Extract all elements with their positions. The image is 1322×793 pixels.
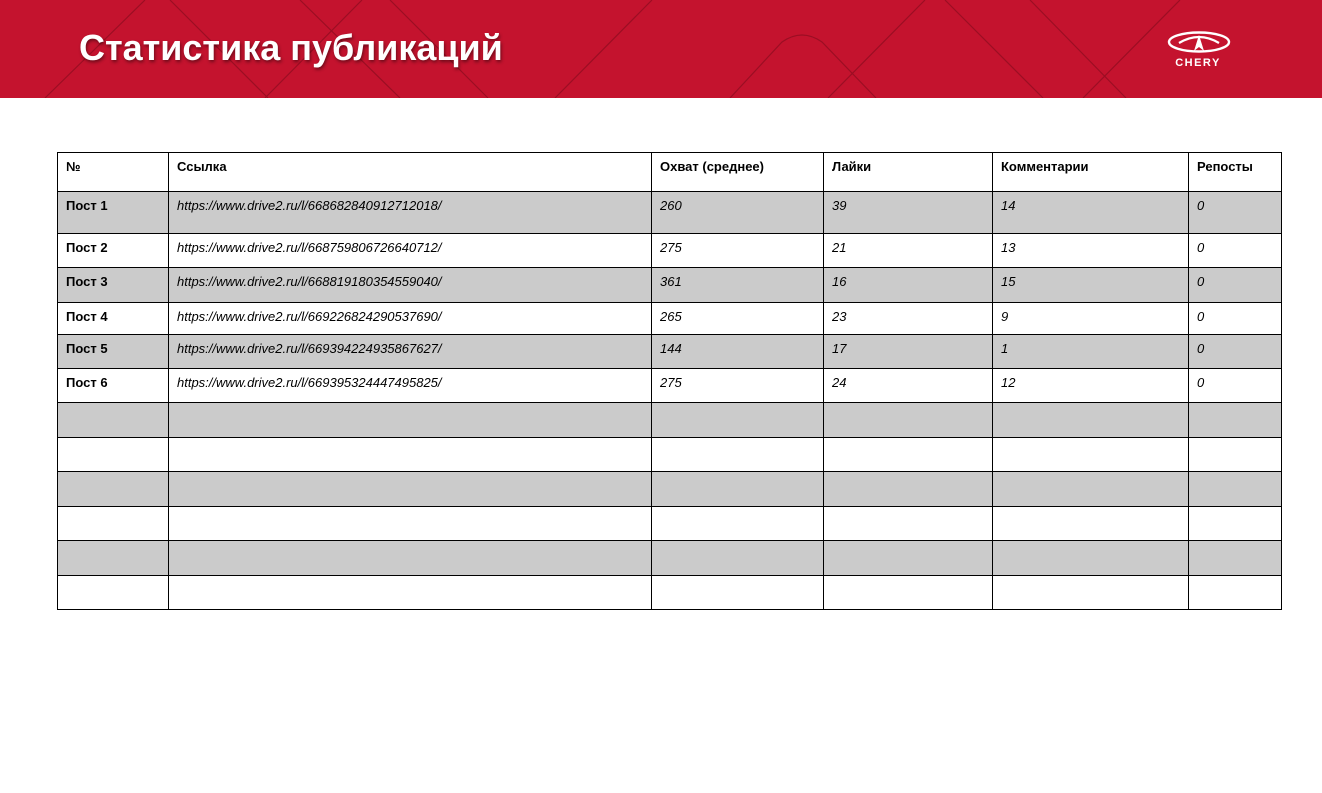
chery-logo-icon (1167, 30, 1231, 54)
post-likes: 24 (824, 369, 993, 403)
table-row (58, 192, 1282, 234)
post-link[interactable]: https://www.drive2.ru/l/668759806726640712/ (169, 234, 652, 268)
post-reposts: 0 (1189, 335, 1282, 369)
post-reach: 361 (652, 268, 824, 303)
table-row-empty (58, 472, 1282, 507)
empty-cell (1189, 472, 1282, 507)
post-name: Пост 5 (58, 335, 169, 369)
post-reach: 265 (652, 303, 824, 335)
empty-cell (169, 472, 652, 507)
post-comments: 15 (993, 268, 1189, 303)
post-reach: 260 (652, 192, 824, 234)
post-link[interactable]: https://www.drive2.ru/l/669395324447495825/ (169, 369, 652, 403)
empty-cell (993, 576, 1189, 610)
empty-cell (824, 403, 993, 438)
empty-cell (169, 438, 652, 472)
empty-cell (58, 438, 169, 472)
table-row (58, 234, 1282, 268)
post-reach: 275 (652, 234, 824, 268)
post-name: Пост 4 (58, 303, 169, 335)
table-header-row (58, 153, 1282, 192)
post-likes: 39 (824, 192, 993, 234)
post-comments: 14 (993, 192, 1189, 234)
empty-cell (824, 576, 993, 610)
empty-cell (169, 576, 652, 610)
post-link[interactable]: https://www.drive2.ru/l/668819180354559040/ (169, 268, 652, 303)
empty-cell (652, 403, 824, 438)
column-header-number: № (58, 153, 169, 192)
empty-cell (652, 541, 824, 576)
empty-cell (652, 507, 824, 541)
empty-cell (58, 507, 169, 541)
column-header-comments: Комментарии (993, 153, 1189, 192)
column-header-reposts: Репосты (1189, 153, 1282, 192)
post-reposts: 0 (1189, 303, 1282, 335)
brand-logo (1163, 30, 1235, 72)
table-row (58, 303, 1282, 335)
empty-cell (824, 541, 993, 576)
post-comments: 13 (993, 234, 1189, 268)
empty-cell (993, 438, 1189, 472)
post-comments: 12 (993, 369, 1189, 403)
empty-cell (824, 438, 993, 472)
post-likes: 17 (824, 335, 993, 369)
post-comments: 1 (993, 335, 1189, 369)
empty-cell (169, 541, 652, 576)
table-row-empty (58, 403, 1282, 438)
empty-cell (652, 438, 824, 472)
post-name: Пост 6 (58, 369, 169, 403)
column-header-link: Ссылка (169, 153, 652, 192)
empty-cell (652, 576, 824, 610)
empty-cell (993, 403, 1189, 438)
post-link[interactable]: https://www.drive2.ru/l/668682840912712018/ (169, 192, 652, 234)
empty-cell (58, 403, 169, 438)
post-reposts: 0 (1189, 268, 1282, 303)
table-row-empty (58, 507, 1282, 541)
empty-cell (993, 472, 1189, 507)
column-header-likes: Лайки (824, 153, 993, 192)
table-row (58, 335, 1282, 369)
table-row (58, 268, 1282, 303)
empty-cell (993, 507, 1189, 541)
publication-stats-table (57, 152, 1282, 610)
slide-header (0, 0, 1322, 98)
post-link[interactable]: https://www.drive2.ru/l/669226824290537690/ (169, 303, 652, 335)
post-name: Пост 3 (58, 268, 169, 303)
empty-cell (58, 472, 169, 507)
empty-cell (1189, 403, 1282, 438)
table-row-empty (58, 438, 1282, 472)
post-name: Пост 2 (58, 234, 169, 268)
logo-text: CHERY (1175, 57, 1221, 69)
post-likes: 21 (824, 234, 993, 268)
column-header-reach: Охват (среднее) (652, 153, 824, 192)
page-title: Статистика публикаций (79, 27, 503, 68)
post-likes: 23 (824, 303, 993, 335)
table-row-empty (58, 576, 1282, 610)
empty-cell (993, 541, 1189, 576)
table-row (58, 369, 1282, 403)
empty-cell (1189, 507, 1282, 541)
empty-cell (1189, 438, 1282, 472)
post-reposts: 0 (1189, 234, 1282, 268)
empty-cell (652, 472, 824, 507)
post-reach: 275 (652, 369, 824, 403)
empty-cell (169, 507, 652, 541)
post-link[interactable]: https://www.drive2.ru/l/669394224935867627/ (169, 335, 652, 369)
post-reach: 144 (652, 335, 824, 369)
empty-cell (824, 472, 993, 507)
post-reposts: 0 (1189, 192, 1282, 234)
empty-cell (58, 576, 169, 610)
post-likes: 16 (824, 268, 993, 303)
empty-cell (169, 403, 652, 438)
post-name: Пост 1 (58, 192, 169, 234)
empty-cell (1189, 541, 1282, 576)
empty-cell (58, 541, 169, 576)
empty-cell (1189, 576, 1282, 610)
post-reposts: 0 (1189, 369, 1282, 403)
empty-cell (824, 507, 993, 541)
post-comments: 9 (993, 303, 1189, 335)
table-row-empty (58, 541, 1282, 576)
